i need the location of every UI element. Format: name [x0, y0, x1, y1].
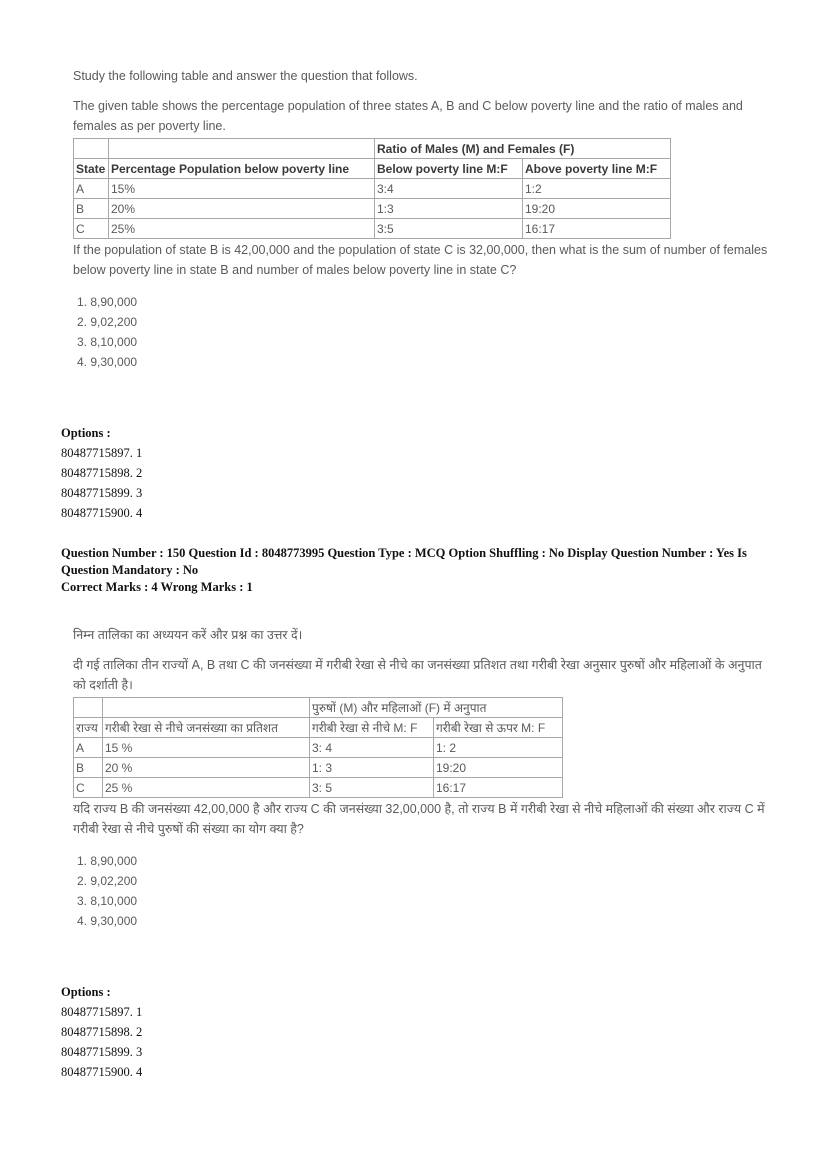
table-cell: 3:5	[375, 219, 523, 239]
question-info	[61, 545, 781, 596]
table-group-header: पुरुषों (M) और महिलाओं (F) में अनुपात	[310, 698, 563, 718]
table-header: गरीबी रेखा से नीचे M: F	[310, 718, 434, 738]
option-id: 80487715900. 4	[61, 1065, 143, 1079]
option-id: 80487715897. 1	[61, 446, 143, 460]
question-meta-line: Question Number : 150 Question Id : 8048773995 Question Type : MCQ Option Shuffling : No Display Question Number : Yes Is Question Mandatory : No	[61, 546, 747, 577]
answer-options-hindi	[73, 851, 773, 931]
question-hindi	[73, 625, 773, 931]
answer-option: 2. 9,02,200	[77, 315, 138, 329]
option-id: 80487715898. 2	[61, 466, 143, 480]
option-id: 80487715899. 3	[61, 486, 143, 500]
table-cell: 1: 2	[434, 738, 563, 758]
question-paragraph-hindi: दी गई तालिका तीन राज्यों A, B तथा C की जनसंख्या में गरीबी रेखा से नीचे का जनसंख्या प्रतिशत तथा गरीबी रेखा अनुसार पुरुषों और महिलाओं के अनुपात को दर्शाती है।	[73, 658, 762, 692]
table-cell: 16:17	[434, 778, 563, 798]
question-intro-hindi: निम्न तालिका का अध्ययन करें और प्रश्न का उत्तर दें।	[73, 628, 303, 642]
data-table	[73, 138, 671, 239]
table-header-row	[74, 159, 671, 179]
table-cell	[74, 698, 103, 718]
answer-option: 1. 8,90,000	[77, 854, 138, 868]
table-cell: 19:20	[523, 199, 671, 219]
question-english	[73, 66, 773, 372]
table-cell: B	[74, 199, 109, 219]
option-id: 80487715900. 4	[61, 506, 143, 520]
table-cell	[103, 698, 310, 718]
answer-options	[73, 292, 773, 372]
table-cell	[109, 139, 375, 159]
table-group-header: Ratio of Males (M) and Females (F)	[375, 139, 671, 159]
table-header: State	[74, 159, 109, 179]
question-intro: Study the following table and answer the question that follows.	[73, 69, 418, 83]
table-cell: 20%	[109, 199, 375, 219]
table-cell: C	[74, 778, 103, 798]
table-cell: 3: 4	[310, 738, 434, 758]
option-id: 80487715899. 3	[61, 1045, 143, 1059]
table-row	[74, 139, 671, 159]
options-label: Options :	[61, 426, 111, 440]
table-cell: 15 %	[103, 738, 310, 758]
question-paragraph: The given table shows the percentage population of three states A, B and C below poverty line and the ratio of males and females as per poverty line.	[73, 99, 743, 133]
table-cell	[74, 139, 109, 159]
table-cell: 15%	[109, 179, 375, 199]
table-cell: 3:4	[375, 179, 523, 199]
table-row	[74, 758, 563, 778]
table-header: गरीबी रेखा से नीचे जनसंख्या का प्रतिशत	[103, 718, 310, 738]
answer-option: 3. 8,10,000	[77, 894, 138, 908]
data-table-hindi	[73, 697, 563, 798]
table-row	[74, 219, 671, 239]
table-header: Above poverty line M:F	[523, 159, 671, 179]
table-row	[74, 778, 563, 798]
table-cell: 19:20	[434, 758, 563, 778]
options-block-2	[61, 982, 142, 1082]
options-block	[61, 423, 142, 523]
table-row	[74, 179, 671, 199]
table-header: Percentage Population below poverty line	[109, 159, 375, 179]
table-cell: B	[74, 758, 103, 778]
option-id: 80487715897. 1	[61, 1005, 143, 1019]
question-text: If the population of state B is 42,00,000 and the population of state C is 32,00,000, then what is the sum of number of females below poverty line in state B and number of males below poverty line in state C?	[73, 243, 768, 277]
answer-option: 1. 8,90,000	[77, 295, 138, 309]
table-header: Below poverty line M:F	[375, 159, 523, 179]
table-cell: 16:17	[523, 219, 671, 239]
table-cell: C	[74, 219, 109, 239]
table-cell: 1:2	[523, 179, 671, 199]
table-row	[74, 738, 563, 758]
table-cell: 1: 3	[310, 758, 434, 778]
table-cell: 25%	[109, 219, 375, 239]
table-row	[74, 199, 671, 219]
table-header: गरीबी रेखा से ऊपर M: F	[434, 718, 563, 738]
question-text-hindi: यदि राज्य B की जनसंख्या 42,00,000 है और राज्य C की जनसंख्या 32,00,000 है, तो राज्य B में गरीबी रेखा से नीचे महिलाओं की संख्या और राज्य C में गरीबी रेखा से नीचे पुरुषों की संख्या का योग क्या है?	[73, 802, 765, 836]
table-cell: A	[74, 738, 103, 758]
answer-option: 2. 9,02,200	[77, 874, 138, 888]
answer-option: 4. 9,30,000	[77, 914, 138, 928]
marks-line: Correct Marks : 4 Wrong Marks : 1	[61, 580, 253, 594]
table-header-row	[74, 718, 563, 738]
answer-option: 3. 8,10,000	[77, 335, 138, 349]
table-cell: 20 %	[103, 758, 310, 778]
options-label: Options :	[61, 985, 111, 999]
table-cell: 25 %	[103, 778, 310, 798]
table-cell: 3: 5	[310, 778, 434, 798]
table-row	[74, 698, 563, 718]
option-id: 80487715898. 2	[61, 1025, 143, 1039]
answer-option: 4. 9,30,000	[77, 355, 138, 369]
table-cell: 1:3	[375, 199, 523, 219]
table-header: राज्य	[74, 718, 103, 738]
table-cell: A	[74, 179, 109, 199]
